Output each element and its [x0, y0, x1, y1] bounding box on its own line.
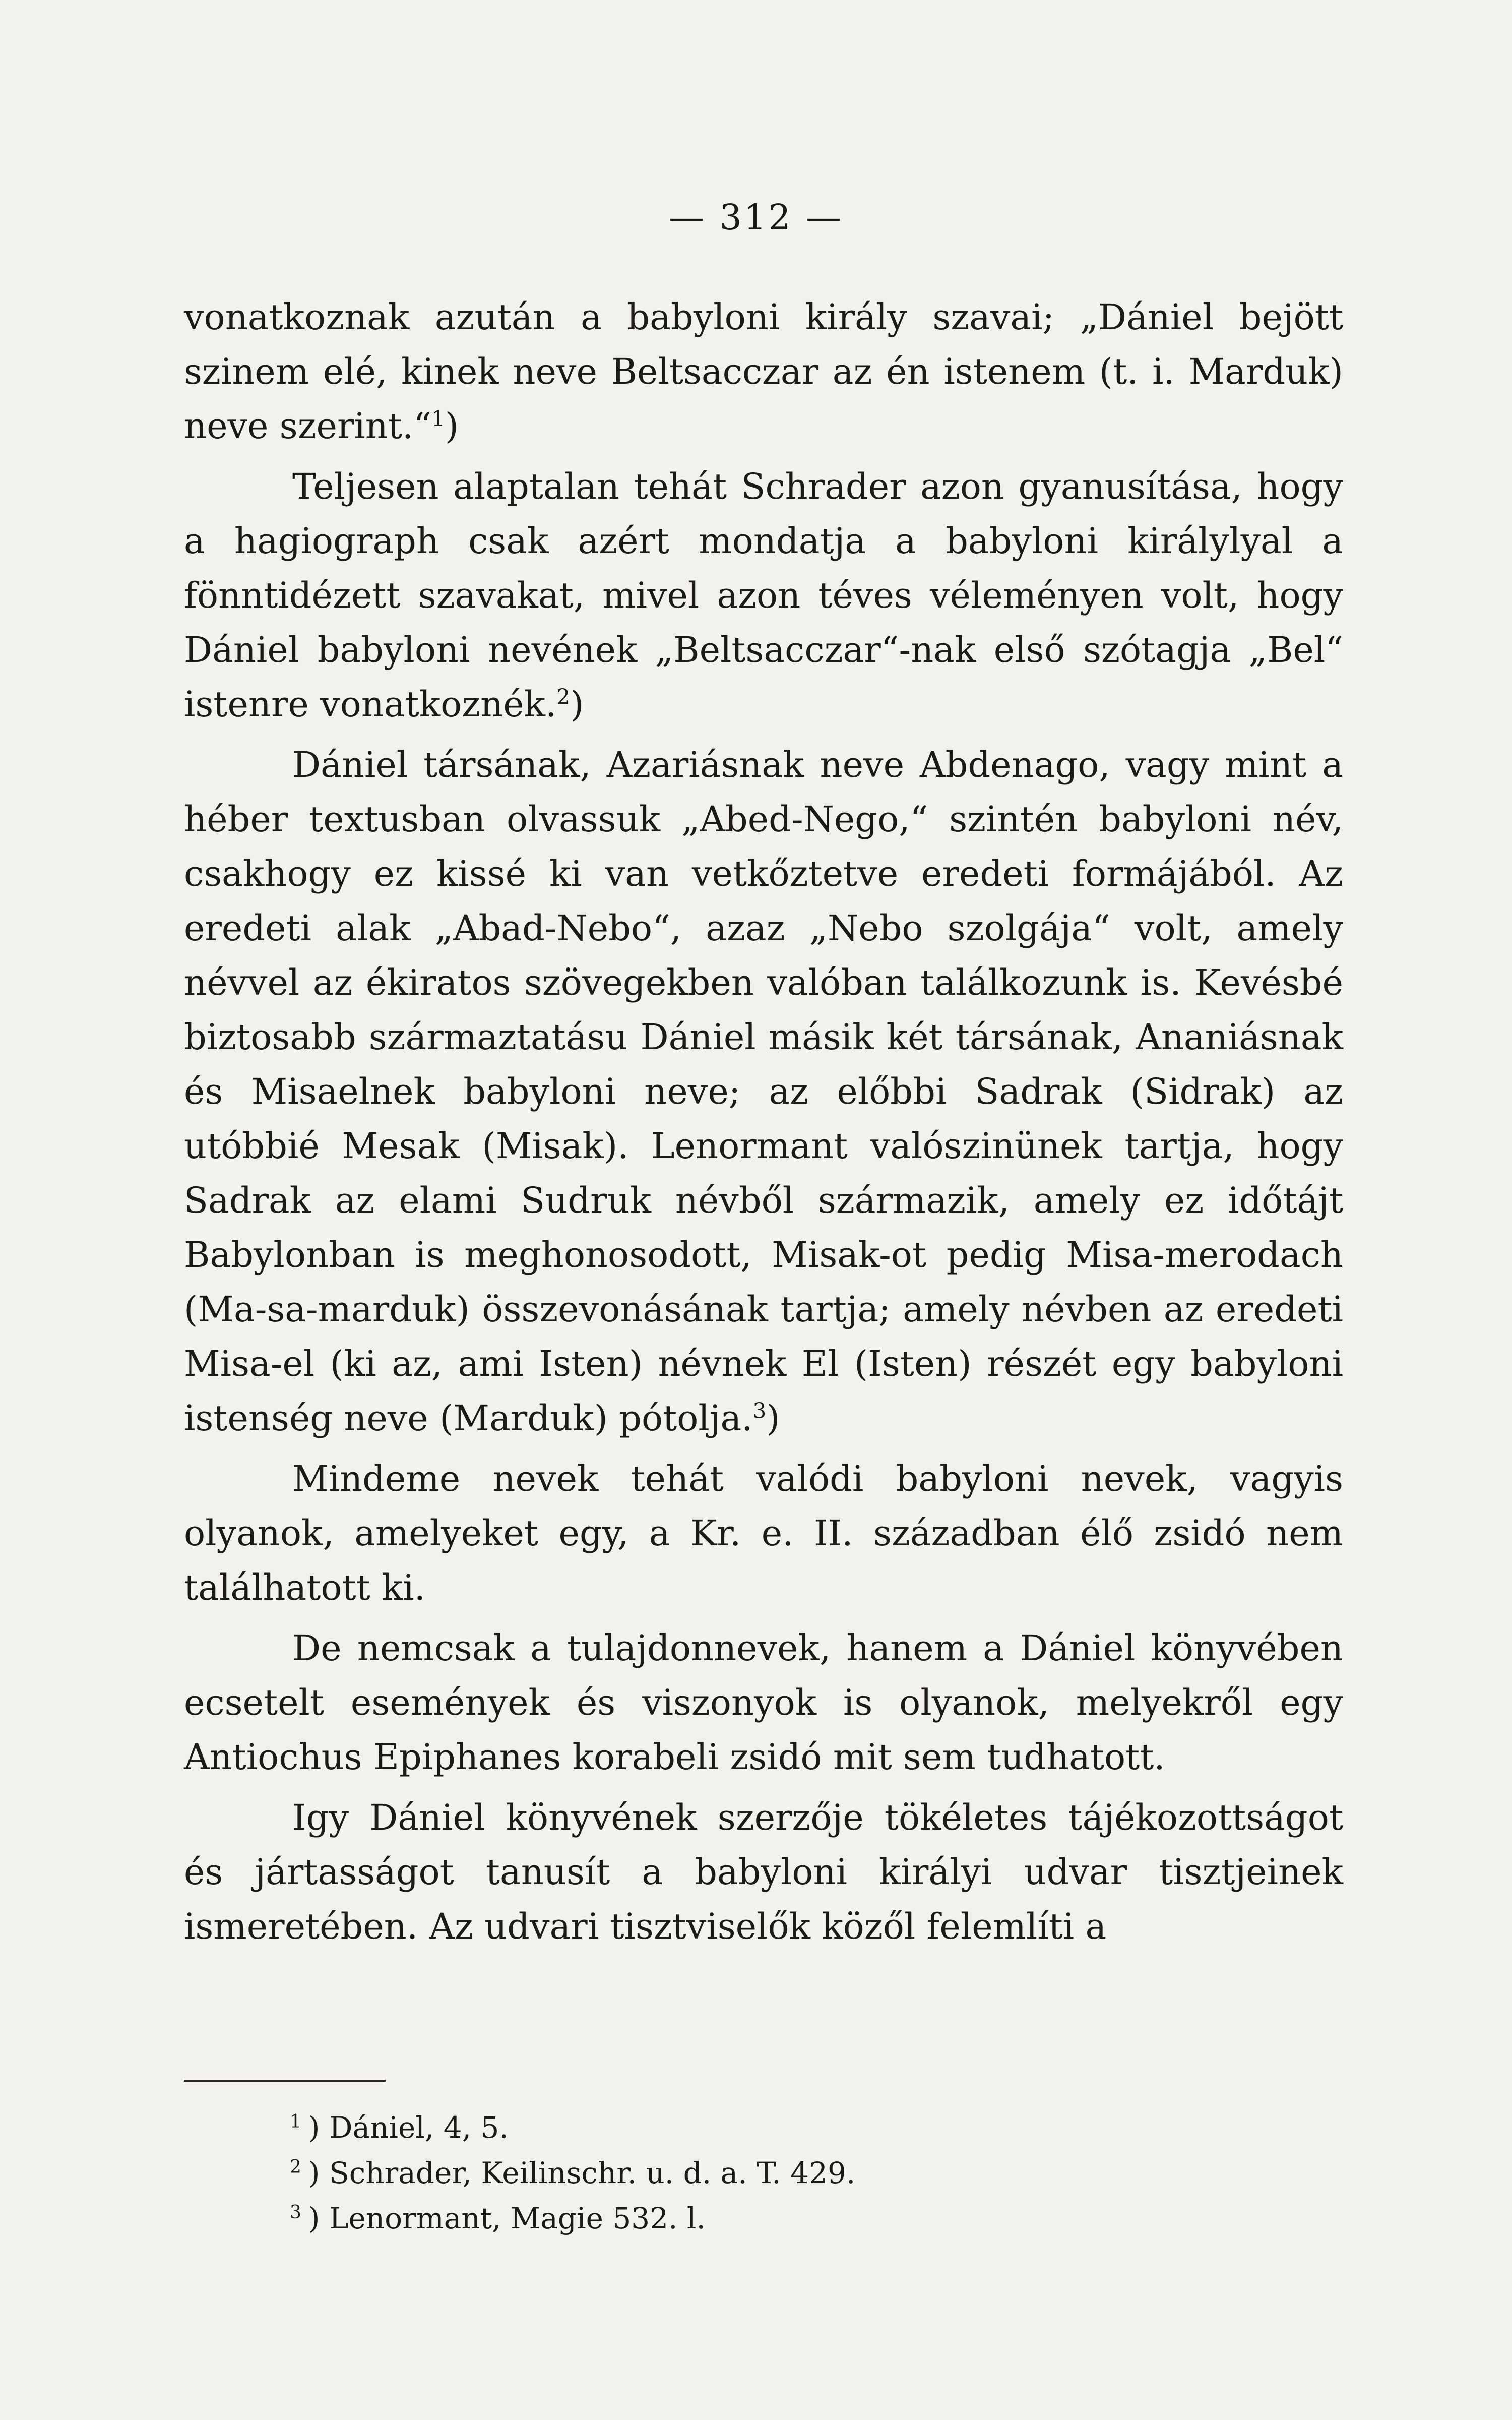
- footnote-ref: 1: [431, 406, 445, 431]
- footnotes: [290, 2105, 1197, 2241]
- paragraph: [184, 738, 1343, 1445]
- paragraph-text: Dániel társának, Azariásnak neve Abdenago, vagy mint a héber textusban olvassuk „Abed-Nego,“ szintén babyloni név, csakhogy ez kissé ki van vetkőztetve eredeti formájából. Az eredeti alak „Abad-Nebo“, azaz „Nebo szolgája“ volt, amely névvel az ékiratos szövegekben valóban találkozunk is. Kevésbé biztosabb származtatásu Dániel másik két társának, Ananiásnak és Misaelnek babyloni neve; az előbbi Sadrak (Sidrak) az utóbbié Mesak (Misak). Lenormant valószinünek tartja, hogy Sadrak az elami Sudruk névből származik, amely ez időtájt Babylonban is meghonosodott, Misak-ot pedig Misa-merodach (Ma-sa-marduk) összevonásának tartja; amely névben az eredeti Misa-el (ki az, ami Isten) névnek El (Isten) részét egy babyloni istenség neve (Marduk) pótolja.: [184, 744, 1343, 1439]
- footnote-divider: [184, 2080, 386, 2082]
- footnote: [290, 2196, 1197, 2241]
- footnote-mark: 3: [290, 2202, 301, 2223]
- paragraph: Mindeme nevek tehát valódi babyloni nevek, vagyis olyanok, amelyeket egy, a Kr. e. II. században élő zsidó nem találhatott ki.: [184, 1458, 1343, 1608]
- footnote-text: ) Schrader, Keilinschr. u. d. a. T. 429.: [308, 2156, 856, 2190]
- footnote-mark: 1: [290, 2111, 301, 2132]
- footnote-ref: 2: [556, 684, 571, 709]
- paragraph: Igy Dániel könyvének szerzője tökéletes tájékozottságot és jártasságot tanusít a babyloni királyi udvar tisztjeinek ismeretében. Az udvari tisztviselők közől felemlíti a: [184, 1797, 1343, 1947]
- footnote-ref-paren: ): [570, 684, 584, 725]
- footnote-ref-paren: ): [445, 405, 459, 447]
- footnote-text: ) Lenormant, Magie 532. l.: [308, 2201, 706, 2235]
- footnote-ref-paren: ): [766, 1398, 780, 1439]
- paragraph: De nemcsak a tulajdonnevek, hanem a Dániel könyvében ecsetelt események és viszonyok is olyanok, melyekről egy Antiochus Epiphanes korabeli zsidó mit sem tudhatott.: [184, 1627, 1343, 1778]
- paragraph: [184, 290, 1343, 453]
- paragraph-text: vonatkoznak azután a babyloni király szavai; „Dániel bejött szinem elé, kinek neve Beltsacczar az én istenem (t. i. Marduk) neve szerint.“: [184, 296, 1343, 447]
- paragraph-text: Teljesen alaptalan tehát Schrader azon gyanusítása, hogy a hagiograph csak azért mondatja a babyloni királylyal a fönntidézett szavakat, mivel azon téves véleményen volt, hogy Dániel babyloni nevének „Beltsacczar“-nak első szótagja „Bel“ istenre vonatkoznék.: [184, 466, 1343, 725]
- page-number: — 312 —: [668, 197, 844, 238]
- footnote-text: ) Dániel, 4, 5.: [308, 2110, 509, 2145]
- footnote-mark: 2: [290, 2156, 301, 2177]
- paragraph: [184, 459, 1343, 732]
- body-text: [184, 290, 1343, 1954]
- footnote: [290, 2105, 1197, 2150]
- footnote: [290, 2150, 1197, 2196]
- footnote-ref: 3: [752, 1398, 767, 1423]
